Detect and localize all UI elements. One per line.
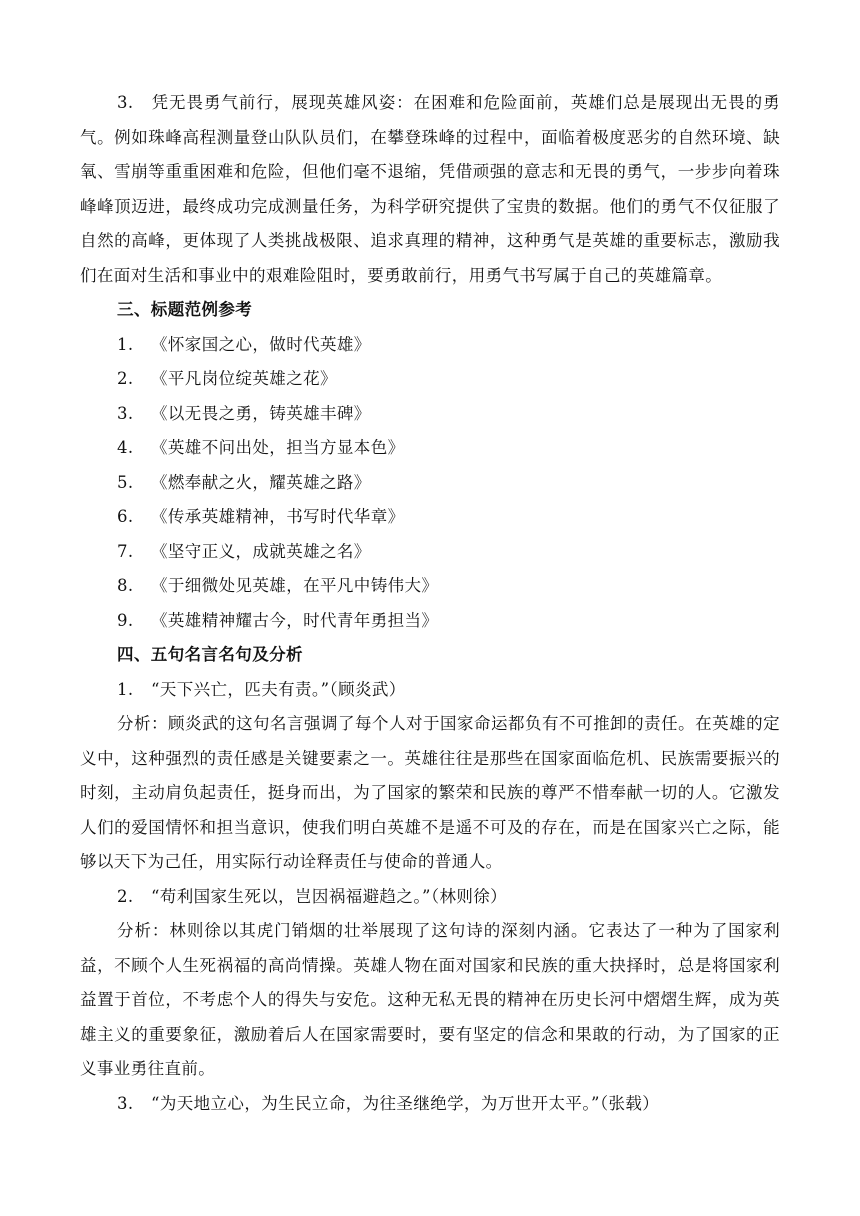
list-item-number: 2. — [117, 369, 134, 388]
list-item-text: 《英雄不问出处，担当方显本色》 — [151, 438, 405, 457]
list-item-number: 4. — [117, 438, 134, 457]
list-item-number: 3. — [117, 403, 134, 423]
list-item-number: 5. — [117, 472, 134, 492]
paragraph-text: 凭无畏勇气前行，展现英雄风姿：在困难和危险面前，英雄们总是展现出无畏的勇气。例如珠峰高程测量登山队队员们，在攀登珠峰的过程中，面临着极度恶劣的自然环境、缺氧、雪崩等重重困难和危险，但他们毫不退缩，凭借顽强的意志和无畏的勇气，一步步向着珠峰峰顶迈进，最终成功完成测量任务，为科学研究提供了宝贵的数据。他们的勇气不仅征服了自然的高峰，更体现了人类挑战极限、追求真理的精神，这种勇气是英雄的重要标志，激励我们在面对生活和事业中的艰难险阻时，要勇敢前行，用勇气书写属于自己的英雄篇章。 — [80, 93, 780, 285]
list-item-number: 6. — [117, 507, 134, 526]
list-item — [80, 604, 780, 639]
quote-number: 2. — [117, 886, 134, 906]
title-example-list — [80, 328, 780, 639]
list-item — [80, 328, 780, 363]
quote-block — [80, 673, 780, 880]
list-item-number: 1. — [117, 334, 134, 354]
list-item-number: 9. — [117, 610, 134, 630]
list-item-text: 《坚守正义，成就英雄之名》 — [151, 541, 371, 561]
list-item-number: 8. — [117, 576, 134, 595]
list-item-text: 《传承英雄精神，书写时代华章》 — [151, 507, 405, 526]
list-item-text: 《以无畏之勇，铸英雄丰碑》 — [151, 403, 371, 423]
list-item — [80, 569, 780, 604]
quote-analysis: 分析：顾炎武的这句名言强调了每个人对于国家命运都负有不可推卸的责任。在英雄的定义中，这种强烈的责任感是关键要素之一。英雄往往是那些在国家面临危机、民族需要振兴的时刻，主动肩负起责任，挺身而出，为了国家的繁荣和民族的尊严不惜奉献一切的人。它激发人们的爱国情怀和担当意识，使我们明白英雄不是遥不可及的存在，而是在国家兴亡之际，能够以天下为己任，用实际行动诠释责任与使命的普通人。 — [80, 714, 780, 871]
list-item-text: 《怀家国之心，做时代英雄》 — [151, 334, 371, 354]
quote-line — [80, 673, 780, 708]
quote-block — [80, 880, 780, 1087]
list-item — [80, 397, 780, 432]
section-heading-quotes: 四、五句名言名句及分析 — [117, 645, 303, 664]
quote-text: “苟利国家生死以，岂因祸福避趋之。”（林则徐） — [151, 886, 508, 906]
list-item-text: 《燃奉献之火，耀英雄之路》 — [151, 472, 371, 492]
list-item — [80, 500, 780, 535]
list-item-text: 《平凡岗位绽英雄之花》 — [151, 369, 337, 388]
quote-line — [80, 880, 780, 915]
list-item — [80, 431, 780, 466]
quote-block — [80, 1087, 780, 1122]
list-item-text: 《英雄精神耀古今，时代青年勇担当》 — [151, 610, 439, 630]
quote-text: “为天地立心，为生民立命，为往圣继绝学，为万世开太平。”（张载） — [151, 1093, 660, 1113]
quote-number: 3. — [117, 1093, 134, 1113]
quote-text: “天下兴亡，匹夫有责。”（顾炎武） — [151, 679, 406, 699]
quote-number: 1. — [117, 679, 134, 699]
list-item — [80, 466, 780, 501]
quote-line — [80, 1087, 780, 1122]
paragraph-courage — [80, 86, 780, 293]
list-item-text: 《于细微处见英雄，在平凡中铸伟大》 — [151, 576, 439, 595]
document-body — [80, 86, 780, 1121]
list-item — [80, 362, 780, 397]
section-heading-titles: 三、标题范例参考 — [117, 300, 253, 319]
list-item-number: 7. — [117, 541, 134, 561]
paragraph-number: 3. — [117, 93, 134, 112]
list-item — [80, 535, 780, 570]
quote-analysis: 分析：林则徐以其虎门销烟的壮举展现了这句诗的深刻内涵。它表达了一种为了国家利益，不顾个人生死祸福的高尚情操。英雄人物在面对国家和民族的重大抉择时，总是将国家利益置于首位，不考虑个人的得失与安危。这种无私无畏的精神在历史长河中熠熠生辉，成为英雄主义的重要象征，激励着后人在国家需要时，要有坚定的信念和果敢的行动，为了国家的正义事业勇往直前。 — [80, 921, 780, 1078]
